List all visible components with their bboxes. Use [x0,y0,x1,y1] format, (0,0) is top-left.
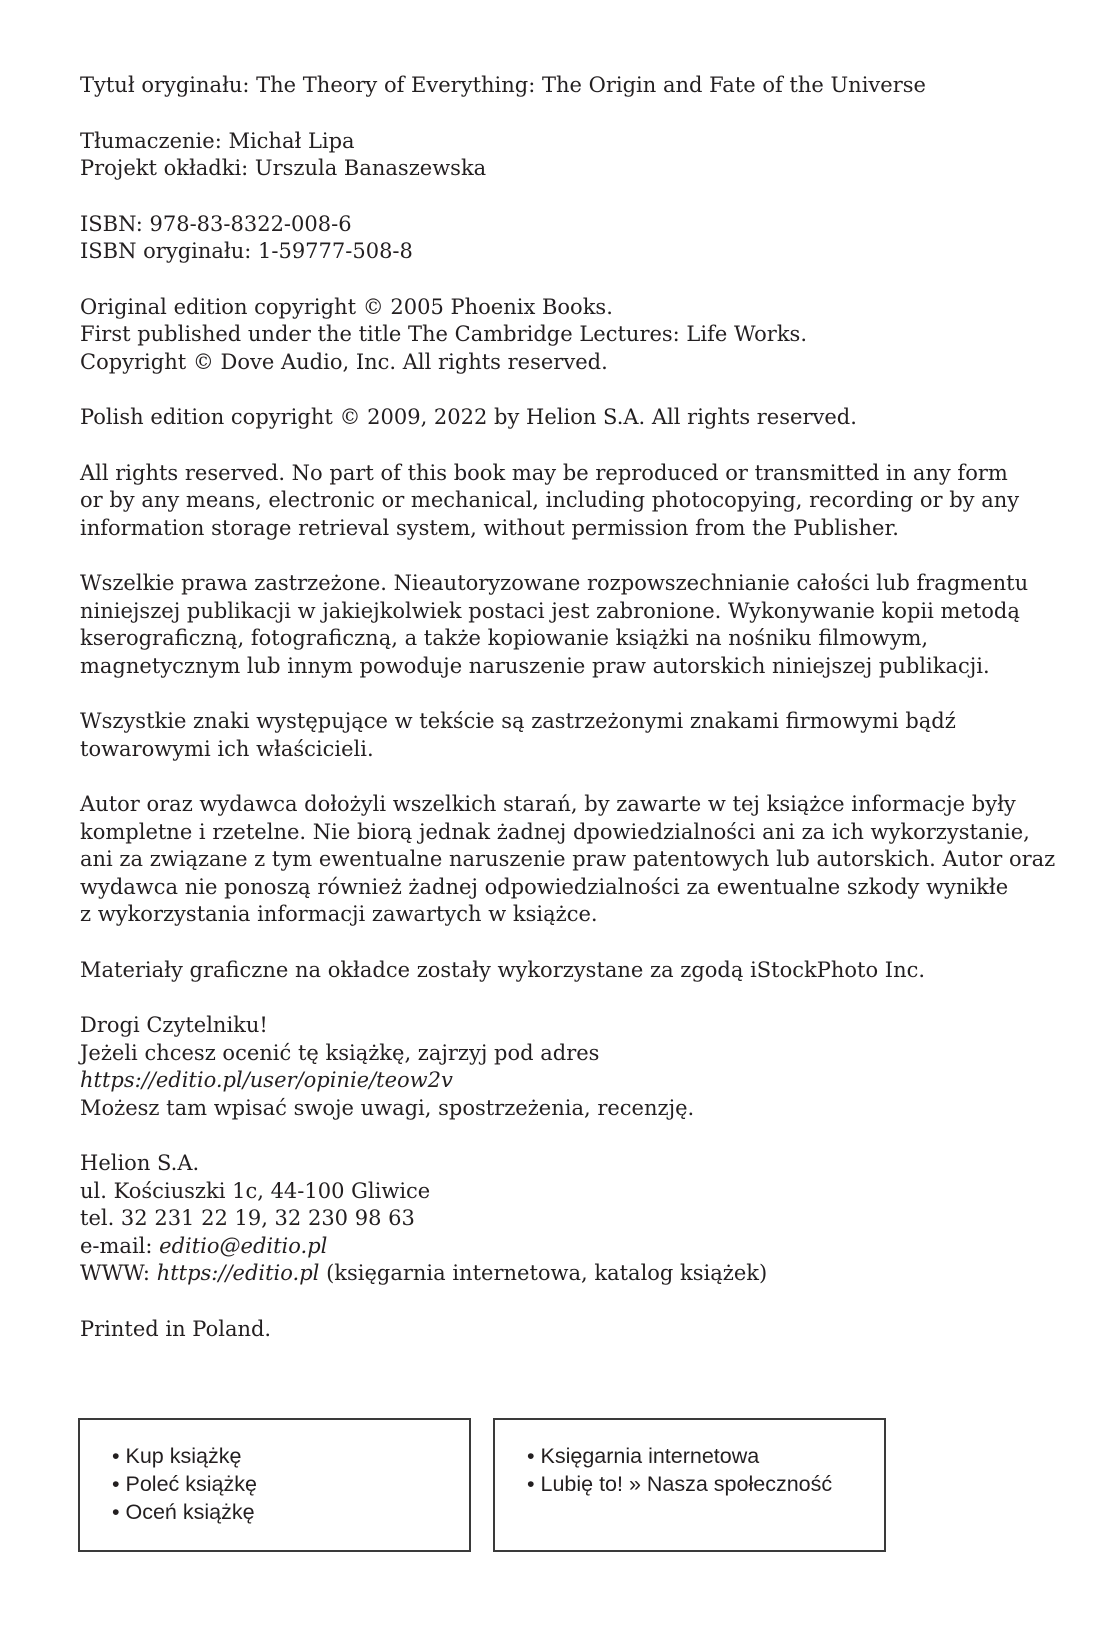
copyright-line: Original edition copyright © 2005 Phoenix Books. [80,294,613,319]
text-line: wydawca nie ponoszą również żadnej odpowiedzialności za ewentualne szkody wynikłe [80,874,1009,899]
community-links-box [493,1418,886,1552]
text-line: information storage retrieval system, without permission from the Publisher. [80,515,899,540]
copyright-line: Copyright © Dove Audio, Inc. All rights reserved. [80,349,608,374]
isbn: ISBN: 978-83-8322-008-6 [80,211,352,236]
publisher-info [80,1150,1040,1288]
publisher-address: ul. Kościuszki 1c, 44-100 Gliwice [80,1178,431,1203]
reader-note [80,1012,1040,1122]
text-line: All rights reserved. No part of this book may be reproduced or transmitted in any form [80,460,1008,485]
publisher-email-row [80,1233,1040,1261]
isbn-block [80,211,1040,266]
reader-line: Możesz tam wpisać swoje uwagi, spostrzeżenia, recenzję. [80,1095,695,1120]
credits [80,128,1040,183]
rights-polish [80,570,1040,680]
disclaimer [80,791,1056,929]
text-line: kompletne i rzetelne. Nie biorą jednak żadnej dpowiedzialności ani za ich wykorzystanie, [80,819,1030,844]
email-link[interactable]: editio@editio.pl [159,1233,328,1258]
graphics-credit: Materiały graficzne na okładce zostały wykorzystane za zgodą iStockPhoto Inc. [80,957,926,982]
reader-line: Jeżeli chcesz ocenić tę książkę, zajrzyj pod adres [80,1040,600,1065]
buy-book-link[interactable]: • Kup książkę [112,1444,242,1468]
community-link[interactable]: • Lubię to! » Nasza społeczność [527,1472,833,1496]
text-line: Wszystkie znaki występujące w tekście są zastrzeżonymi znakami firmowymi bądź [80,709,956,733]
text-line: Wszelkie prawa zastrzeżone. Nieautoryzowane rozpowszechnianie całości lub fragmentu [80,571,1029,595]
www-link[interactable]: https://editio.pl [156,1261,320,1285]
text-line: Autor oraz wydawca dołożyli wszelkich starań, by zawarte w tej książce informacje były [80,792,1016,816]
book-links-box [78,1418,471,1552]
recommend-book-link[interactable]: • Poleć książkę [112,1472,257,1496]
publisher-name: Helion S.A. [80,1151,200,1175]
isbn-original: ISBN oryginału: 1-59777-508-8 [80,239,413,263]
printed-in: Printed in Poland. [80,1316,272,1341]
reader-greeting: Drogi Czytelniku! [80,1013,268,1037]
email-label: e-mail: [80,1233,160,1258]
text-line: towarowymi ich właścicieli. [80,736,374,761]
www-label: WWW: [80,1261,157,1285]
text-line: magnetycznym lub innym powoduje naruszenie praw autorskich niniejszej publikacji. [80,653,990,678]
bookstore-link[interactable]: • Księgarnia internetowa [527,1444,760,1468]
text-line: or by any means, electronic or mechanical, including photocopying, recording or by any [80,488,1020,512]
text-line: niniejszej publikacji w jakiejkolwiek postaci jest zabronione. Wykonywanie kopii metodą [80,598,1020,623]
copyright-line: First published under the title The Cambridge Lectures: Life Works. [80,322,807,346]
original-title: Tytuł oryginału: The Theory of Everything: The Origin and Fate of the Universe [80,73,926,97]
translator: Tłumaczenie: Michał Lipa [80,128,355,153]
cover-designer: Projekt okładki: Urszula Banaszewska [80,156,487,180]
polish-copyright: Polish edition copyright © 2009, 2022 by Helion S.A. All rights reserved. [80,405,857,429]
text-line: kserograficzną, fotograficzną, a także kopiowanie książki na nośniku filmowym, [80,626,929,650]
rights-english [80,460,1040,543]
www-note: (księgarnia internetowa, katalog książek) [319,1261,768,1285]
copyright-block [80,294,1040,377]
copyright-page [80,72,1056,1371]
rate-book-link[interactable]: • Oceń książkę [112,1500,255,1524]
trademarks [80,708,1040,763]
publisher-www-row [80,1260,1040,1288]
publisher-phone: tel. 32 231 22 19, 32 230 98 63 [80,1206,415,1230]
text-line: ani za związane z tym ewentualne naruszenie praw patentowych lub autorskich. Autor oraz [80,847,1056,871]
review-url-link[interactable]: https://editio.pl/user/opinie/teow2v [80,1068,453,1092]
text-line: z wykorzystania informacji zawartych w książce. [80,902,598,926]
